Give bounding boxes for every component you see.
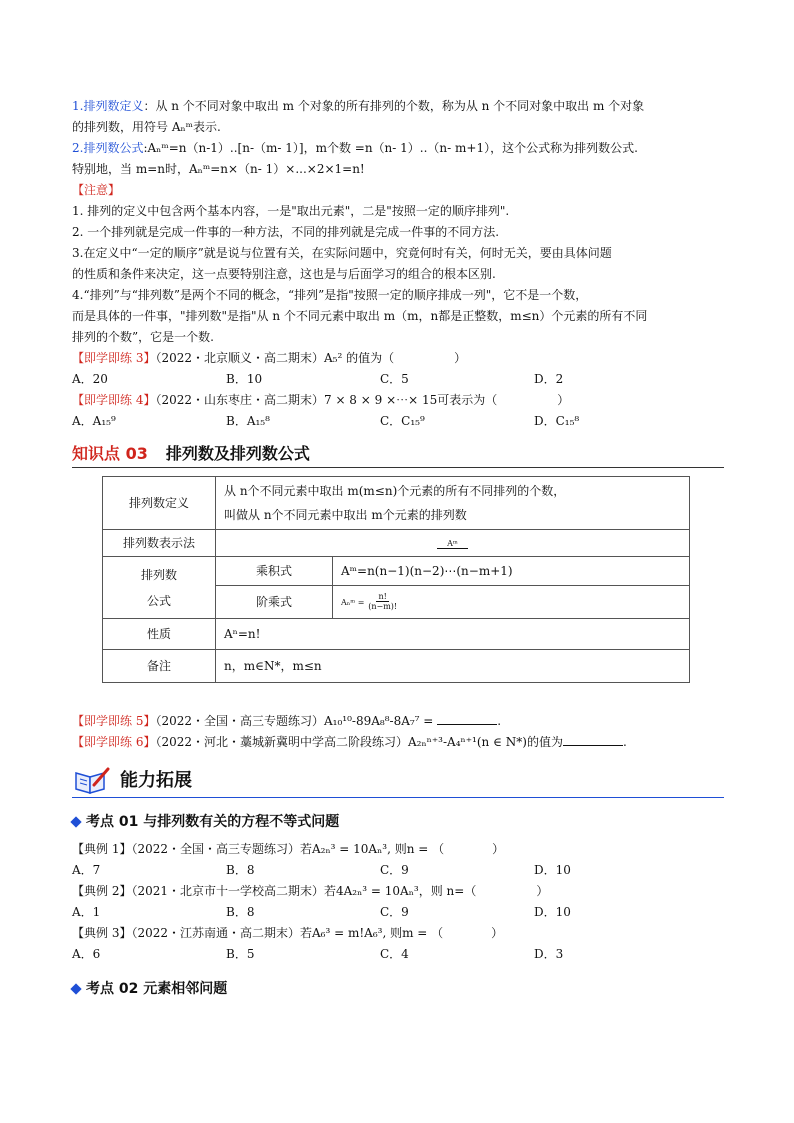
- example-1-options: [72, 860, 724, 881]
- table-cell-label: 性质: [103, 619, 216, 650]
- option-c[interactable]: C．9: [380, 905, 409, 919]
- formula-label: 2.排列数公式: [72, 141, 144, 155]
- table-cell-value: Aₙᵐ = $\frac{n!}{(n-m)!}$: [333, 586, 690, 619]
- exercise-4-options: [72, 411, 724, 432]
- option-d[interactable]: D．10: [534, 905, 571, 919]
- table-cell-label: 乘积式: [216, 557, 333, 586]
- option-b[interactable]: B．5: [226, 947, 255, 961]
- option-d[interactable]: D．C₁₅⁸: [534, 414, 580, 428]
- table-cell-value: n，m∈N*，m≤n: [216, 650, 690, 683]
- table-row: [103, 650, 690, 683]
- section-heading: [72, 763, 724, 798]
- exercise-3-options: [72, 369, 724, 390]
- exercise-6: 【即学即练 6】（2022・河北・藁城新冀明中学高二阶段练习）A₂ₙⁿ⁺³-A₄ⁿ⁺¹(n ∈ N*)的值为 .: [72, 735, 627, 749]
- note-line: 2. 一个排列就是完成一件事的一种方法，不同的排列就是完成一件事的不同方法.: [72, 225, 500, 239]
- exercise-5: 【即学即练 5】（2022・全国・高三专题练习）A₁₀¹⁰-89A₈⁸-8A₇⁷ = .: [72, 714, 502, 728]
- spacer: [72, 683, 724, 711]
- example-3-options: [72, 944, 724, 965]
- note-line: 4.“排列”与“排列数”是两个不同的概念，“排列”是指"按照一定的顺序排成一列"，它不是一个数，: [72, 288, 588, 302]
- note-line: 而是具体的一件事，"排列数"是指"从 n 个不同元素中取出 m（m，n都是正整数，m≤n）个元素的所有不同: [72, 309, 648, 323]
- option-c[interactable]: C．9: [380, 863, 409, 877]
- table-cell-value: Aᵐ=n(n−1)(n−2)⋯(n−m+1): [333, 557, 690, 586]
- note-line: 3.在定义中“一定的顺序”就是说与位置有关，在实际问题中，究竟何时有关，何时无关，要由具体问题: [72, 246, 612, 260]
- note-line: 的性质和条件来决定，这一点要特别注意，这也是与后面学习的组合的根本区别.: [72, 267, 496, 281]
- formula-line-1: 2.排列数公式:Aₙᵐ=n（n-1）..[n-（m- 1）]，m个数 =n（n- 1）..（n- m+1），这个公式称为排列数公式.: [72, 141, 638, 155]
- formula-line-2: 特别地，当 m=n时，Aₙᵐ=n×（n- 1）×...×2×1=n!: [72, 162, 365, 176]
- option-a[interactable]: A．1: [72, 905, 101, 919]
- document-page: [72, 96, 724, 1006]
- option-b[interactable]: B．8: [226, 863, 255, 877]
- example-3: 【典例 3】（2022・江苏南通・高二期末）若A₆³ = m!A₆³, 则m = （ ）: [72, 926, 504, 940]
- table-cell-label: 排列数表示法: [103, 530, 216, 557]
- option-a[interactable]: A．6: [72, 947, 101, 961]
- option-c[interactable]: C．5: [380, 372, 409, 386]
- example-2-options: [72, 902, 724, 923]
- option-b[interactable]: B．A₁₅⁸: [226, 414, 270, 428]
- option-c[interactable]: C．4: [380, 947, 409, 961]
- exercise-tag: 【即学即练 5】: [72, 714, 156, 728]
- table-cell-label: 阶乘式: [216, 586, 333, 619]
- definition-line-1: 1.排列数定义：从 n 个不同对象中取出 m 个对象的所有排列的个数，称为从 n 个不同对象中取出 m 个对象: [72, 99, 645, 113]
- exercise-3: 【即学即练 3】（2022・北京顺义・高二期末）A₅² 的值为（ ）: [72, 351, 467, 365]
- book-pen-icon: [72, 765, 112, 795]
- table-row: [103, 530, 690, 557]
- definition-label: 1.排列数定义: [72, 99, 144, 113]
- table-cell-label: 排列数定义: [103, 477, 216, 530]
- option-b[interactable]: B．10: [226, 372, 263, 386]
- checkpoint-heading: 考点 01 与排列数有关的方程不等式问题: [72, 812, 724, 833]
- table-cell-value: Aᵐ: [216, 530, 690, 557]
- exercise-tag: 【即学即练 3】: [72, 351, 156, 365]
- exercise-tag: 【即学即练 6】: [72, 735, 156, 749]
- answer-blank[interactable]: [563, 733, 623, 746]
- table-row: [103, 477, 690, 530]
- exercise-tag: 【即学即练 4】: [72, 393, 156, 407]
- option-a[interactable]: A．7: [72, 863, 101, 877]
- section-title: 能力拓展: [120, 769, 192, 791]
- table-cell-value: 从 n个不同元素中取出 m(m≤n)个元素的所有不同排列的个数， 叫做从 n个不同元素中取出 m个元素的排列数: [216, 477, 690, 530]
- table-row: [103, 557, 690, 586]
- example-1: 【典例 1】（2022・全国・高三专题练习）若A₂ₙ³ = 10Aₙ³, 则n = （ ）: [72, 842, 505, 856]
- option-b[interactable]: B．8: [226, 905, 255, 919]
- answer-blank[interactable]: [437, 712, 497, 725]
- knowledge-point-title: 排列数及排列数公式: [165, 444, 310, 463]
- exercise-4: 【即学即练 4】（2022・山东枣庄・高二期末）7 × 8 × 9 ×⋯× 15可表示为（ ）: [72, 393, 570, 407]
- note-line: 1. 排列的定义中包含两个基本内容，一是"取出元素"，二是"按照一定的顺序排列".: [72, 204, 510, 218]
- option-c[interactable]: C．C₁₅⁹: [380, 414, 425, 428]
- option-d[interactable]: D．2: [534, 372, 564, 386]
- diamond-bullet-icon: [70, 816, 81, 827]
- option-a[interactable]: A．20: [72, 372, 108, 386]
- table-cell-value: Aⁿ=n!: [216, 619, 690, 650]
- option-d[interactable]: D．10: [534, 863, 571, 877]
- permutation-table: [102, 476, 690, 683]
- knowledge-point-number: 知识点 03: [72, 444, 148, 463]
- table-cell-label: 排列数 公式: [103, 557, 216, 619]
- diamond-bullet-icon: [70, 983, 81, 994]
- fraction: $\frac{n!}{(n-m)!}$: [368, 592, 398, 611]
- note-line: 排列的个数”，它是一个数.: [72, 330, 214, 344]
- table-cell-label: 备注: [103, 650, 216, 683]
- notes-header: 【注意】: [72, 183, 121, 197]
- option-d[interactable]: D．3: [534, 947, 564, 961]
- checkpoint-heading: 考点 02 元素相邻问题: [72, 979, 724, 1000]
- option-a[interactable]: A．A₁₅⁹: [72, 414, 116, 428]
- knowledge-point-heading: [72, 438, 724, 468]
- table-row: [103, 619, 690, 650]
- definition-line-2: 的排列数，用符号 Aₙᵐ表示.: [72, 120, 221, 134]
- example-2: 【典例 2】（2021・北京市十一学校高二期末）若4A₂ₙ³ = 10Aₙ³，则 n=（ ）: [72, 884, 549, 898]
